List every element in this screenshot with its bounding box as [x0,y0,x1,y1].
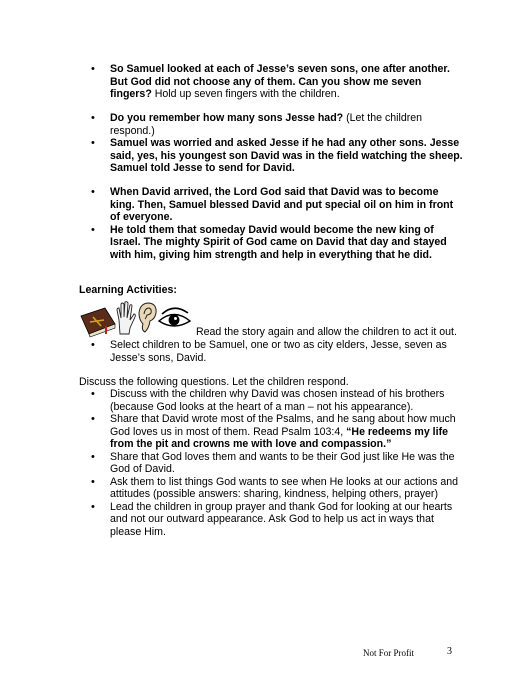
item-bold-text: “He redeems my life from the pit and crowns me with love and compassion.” [110,425,448,450]
item-text: Share that David wrote most of the Psalms, and he sang about how much God loves us in most of them. Read Psalm 103:4, [110,413,456,438]
learning-activities-heading: Learning Activities: [79,284,177,296]
item-bold-text: Samuel was worried and asked Jesse if he had any other sons. Jesse said, yes, his youngest son David was in the field watching the sheep. Samuel told Jesse to send for David. [110,137,463,174]
list-item [91,339,463,364]
item-bold-text: So Samuel looked at each of Jesse’s seven sons, one after another. But God did not choose any of them. Can you show me seven fingers? [110,63,450,100]
list-item [91,388,463,413]
story-list-1 [91,63,463,101]
page-number: 3 [447,646,452,657]
item-text: Ask them to list things God wants to see when He looks at our actions and attitudes (possible answers: sharing, kindness, helping others, prayer) [110,475,459,500]
item-text: Lead the children in group prayer and thank God for looking at our hearts and not our outward appearance. Ask God to help us act in ways that please Him. [110,500,453,538]
list-item [91,224,463,262]
bible-icon [81,308,115,337]
eye-icon [159,308,190,326]
list-item [91,112,463,137]
item-text: Select children to be Samuel, one or two as city elders, Jesse, seven as Jesse’s sons, David. [110,339,447,364]
activity-icons [79,300,191,338]
discuss-intro: Discuss the following questions. Let the children respond. [79,376,349,388]
hand-icon [117,302,135,334]
discuss-list [91,388,463,538]
item-text: Share that God loves them and wants to be their God just like He was the God of David. [110,450,455,475]
list-item [91,476,463,501]
item-text: Hold up seven fingers with the children. [151,88,340,100]
list-item [91,451,463,476]
footer-text: Not For Profit [363,648,415,658]
list-item [91,137,463,175]
list-item [91,63,463,101]
item-text: Discuss with the children why David was chosen instead of his brothers (because God looks at the heart of a man – not his appearance). [110,388,445,413]
story-list-3 [91,186,463,261]
learning-list [91,339,463,364]
story-list-2 [91,112,463,175]
read-story-text: Read the story again and allow the children to act it out. [196,326,457,338]
ear-icon [139,303,156,332]
item-bold-text: Do you remember how many sons Jesse had? [110,112,344,124]
item-text: (Let the children respond.) [110,112,423,137]
list-item [91,501,463,539]
list-item [91,186,463,224]
list-item [91,413,463,451]
item-bold-text: When David arrived, the Lord God said that David was to become king. Then, Samuel blessed David and put special oil on him in front of everyone. [110,186,454,223]
item-bold-text: He told them that someday David would become the new king of Israel. The mighty Spirit of God came on David that day and stayed with him, giving him strength and help in everything that he did. [110,223,447,261]
